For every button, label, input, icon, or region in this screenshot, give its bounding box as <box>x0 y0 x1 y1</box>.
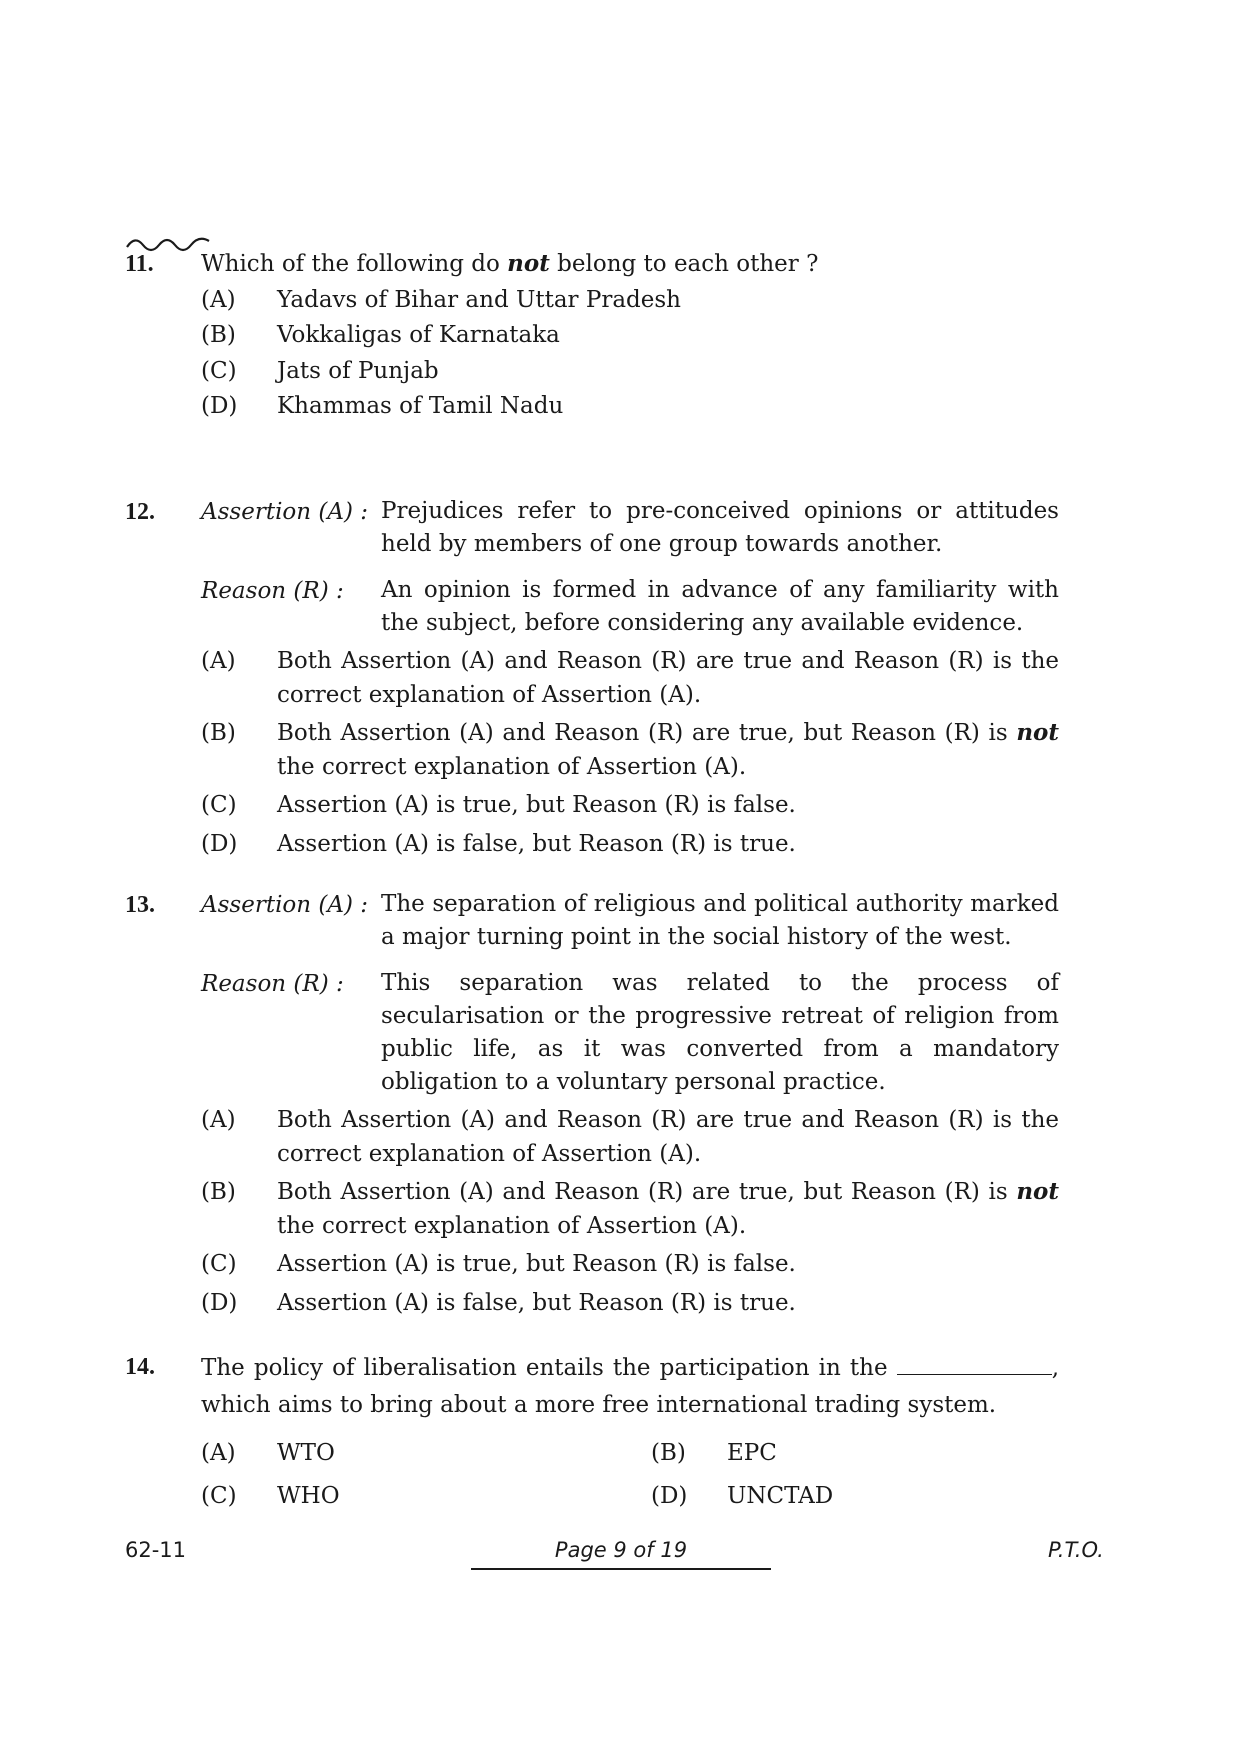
assertion-text: The separation of religious and political authority marked a major turning point in the social history of the west. <box>381 891 1059 950</box>
reason-label: Reason (R) : <box>201 971 344 997</box>
page-number: Page 9 of 19 <box>554 1538 688 1562</box>
option-text: Both Assertion (A) and Reason (R) are true, but Reason (R) is not the correct explanation of Assertion (A). <box>277 1178 1059 1239</box>
option-label: (A) <box>201 1107 236 1133</box>
option-label: (C) <box>201 358 237 384</box>
option-label: (B) <box>201 720 236 746</box>
option-label: (D) <box>201 393 238 419</box>
option-text: Assertion (A) is true, but Reason (R) is false. <box>277 792 796 818</box>
option-text: Yadavs of Bihar and Uttar Pradesh <box>277 287 681 313</box>
option-label: (B) <box>201 322 236 348</box>
option-text: EPC <box>727 1440 777 1466</box>
option-text: Both Assertion (A) and Reason (R) are true and Reason (R) is the correct explanation of Assertion (A). <box>277 648 1059 708</box>
option-text: Assertion (A) is false, but Reason (R) is true. <box>277 1290 796 1316</box>
question-stem: Which of the following do not belong to each other ? <box>201 250 819 277</box>
question-number: 12. <box>125 499 155 525</box>
emphasis-not: not <box>1016 1178 1059 1205</box>
option-text: WTO <box>277 1440 335 1466</box>
question-number: 14. <box>125 1354 155 1380</box>
option-label: (D) <box>201 831 238 857</box>
option-text: Assertion (A) is true, but Reason (R) is false. <box>277 1251 796 1277</box>
paper-code: 62-11 <box>125 1538 187 1562</box>
option-text: UNCTAD <box>727 1483 834 1509</box>
option-label: (A) <box>201 648 236 674</box>
option-text: Jats of Punjab <box>277 358 439 384</box>
option-label: (B) <box>201 1179 236 1205</box>
option-text: Khammas of Tamil Nadu <box>277 393 564 419</box>
option-text: Assertion (A) is false, but Reason (R) is true. <box>277 831 796 857</box>
question-number: 11. <box>125 251 154 277</box>
assertion-label: Assertion (A) : <box>201 892 369 918</box>
option-text: WHO <box>277 1483 340 1509</box>
option-label: (A) <box>201 287 236 313</box>
reason-text: An opinion is formed in advance of any familiarity with the subject, before considering any available evidence. <box>381 577 1059 636</box>
pto-label: P.T.O. <box>1048 1538 1104 1562</box>
option-label: (C) <box>201 792 237 818</box>
option-label: (A) <box>201 1440 236 1466</box>
assertion-text: Prejudices refer to pre-conceived opinions or attitudes held by members of one group towards another. <box>381 498 1059 557</box>
option-text: Both Assertion (A) and Reason (R) are true, but Reason (R) is not the correct explanation of Assertion (A). <box>277 719 1059 780</box>
assertion-label: Assertion (A) : <box>201 499 369 525</box>
option-label: (D) <box>651 1483 688 1509</box>
reason-label: Reason (R) : <box>201 578 344 604</box>
option-label: (C) <box>201 1483 237 1509</box>
reason-text: This separation was related to the process of secularisation or the progressive retreat of religion from public life, as it was converted from a mandatory obligation to a voluntary personal practice. <box>381 970 1059 1095</box>
option-label: (B) <box>651 1440 686 1466</box>
question-number: 13. <box>125 892 155 918</box>
option-text: Vokkaligas of Karnataka <box>277 322 560 348</box>
option-text: Both Assertion (A) and Reason (R) are true and Reason (R) is the correct explanation of Assertion (A). <box>277 1107 1059 1167</box>
fill-in-blank <box>897 1352 1052 1375</box>
option-label: (C) <box>201 1251 237 1277</box>
question-stem: The policy of liberalisation entails the participation in the , which aims to bring about a more free international trading system. <box>201 1350 1059 1424</box>
emphasis-not: not <box>1016 719 1059 746</box>
option-label: (D) <box>201 1290 238 1316</box>
emphasis-not: not <box>507 250 550 277</box>
footer-rule <box>471 1568 771 1570</box>
